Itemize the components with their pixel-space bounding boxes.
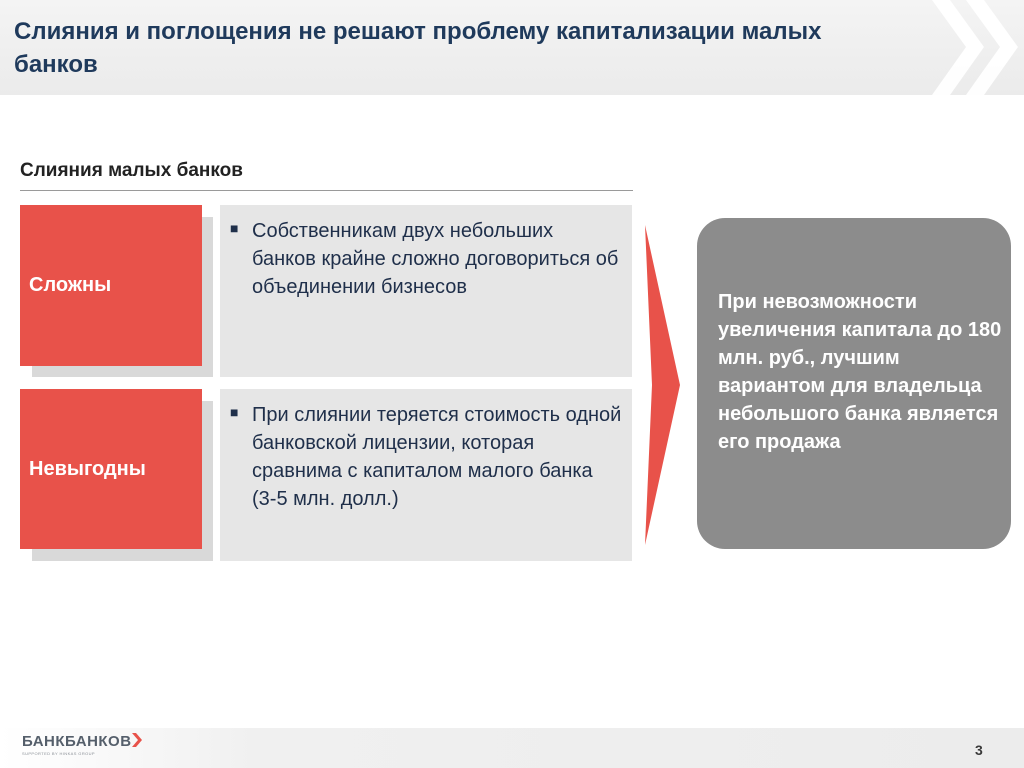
section-title: Слияния малых банков: [20, 160, 243, 181]
logo-arrow-icon: [132, 733, 142, 747]
row-label: Сложны: [29, 274, 112, 296]
row-unprofitable: [20, 389, 632, 561]
company-logo: [22, 733, 142, 756]
chevron-decoration-icon: [914, 0, 1024, 95]
slide-footer: [0, 728, 1024, 768]
square-bullet-icon: ■: [230, 220, 239, 236]
description-text: При слиянии теряется стоимость одной банковской лицензии, которая сравнима с капиталом малого банка (3-5 млн. долл.): [252, 404, 622, 510]
page-number: 3: [975, 742, 983, 758]
slide-title: Слияния и поглощения не решают проблему капитализации малых банков: [14, 18, 822, 78]
section-divider: [20, 190, 633, 191]
logo-text: БАНКБАНКОВ: [22, 733, 132, 750]
description-text: Собственникам двух небольших банков крайне сложно договориться об объединении бизнесов: [252, 220, 619, 298]
description-box: [220, 205, 632, 377]
right-arrow-icon: [645, 225, 680, 545]
label-box: [20, 389, 202, 549]
conclusion-box: [697, 218, 1011, 549]
square-bullet-icon: ■: [230, 404, 239, 420]
row-complex: [20, 205, 632, 377]
label-box: [20, 205, 202, 366]
conclusion-text: При невозможности увеличения капитала до 180 млн. руб., лучшим вариантом для владельца небольшого банка является его продажа: [718, 291, 1002, 453]
logo-subtext: SUPPORTED BY HINKAS GROUP: [22, 751, 95, 756]
row-label: Невыгодны: [29, 457, 146, 480]
description-box: [220, 389, 632, 561]
slide-header: [0, 0, 1024, 95]
